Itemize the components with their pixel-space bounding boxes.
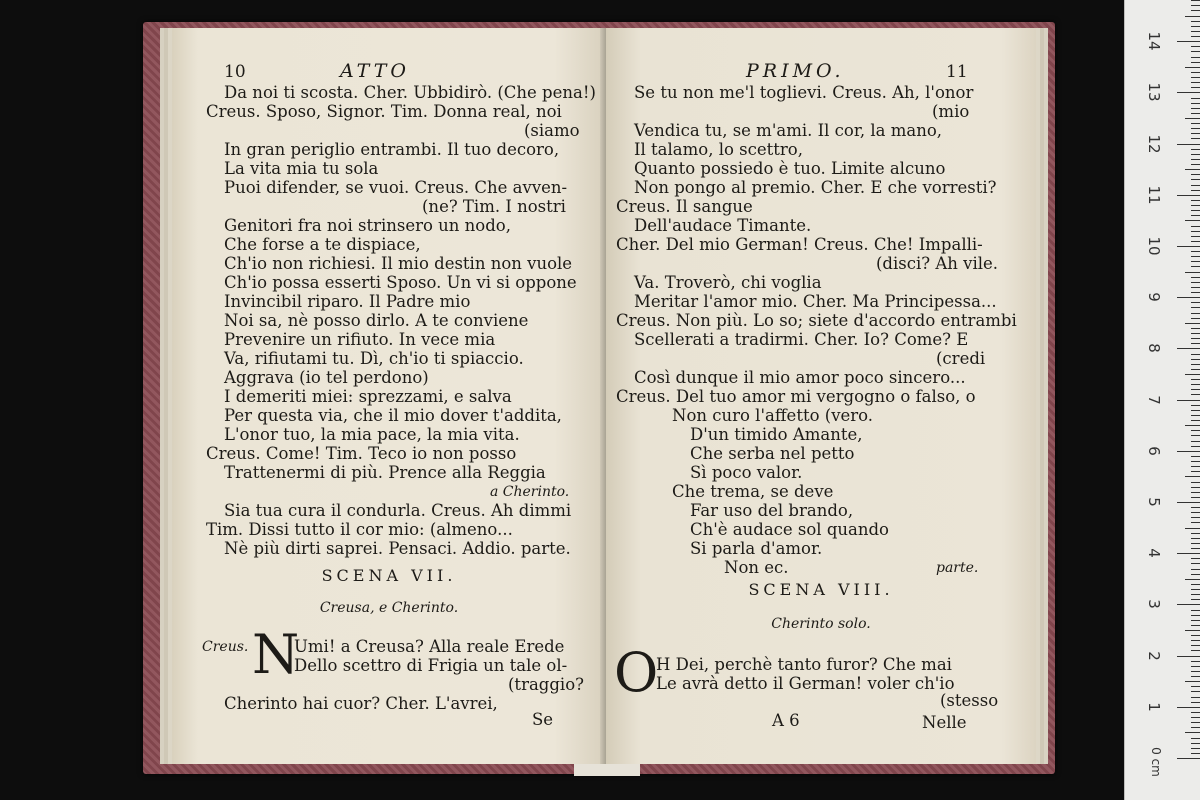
text-line: Puoi difender, se vuoi. Creus. Che avven- [224, 178, 568, 197]
ruler-tick [1191, 149, 1200, 150]
left-page [172, 28, 606, 764]
ruler-tick [1191, 610, 1200, 611]
ruler-tick [1191, 138, 1200, 139]
ruler-tick [1191, 307, 1200, 308]
text-line: H Dei, perchè tanto furor? Che mai [656, 655, 952, 674]
ruler-tick [1191, 543, 1200, 544]
text-line: Umi! a Creusa? Alla reale Erede [294, 637, 565, 656]
scene-title: SCENA VIII. [748, 580, 894, 599]
ruler-tick [1191, 456, 1200, 457]
ruler-tick [1177, 604, 1200, 605]
text-line: Meritar l'amor mio. Cher. Ma Principessa... [634, 292, 997, 311]
ruler-tick [1191, 328, 1200, 329]
ruler-tick [1191, 645, 1200, 646]
ruler-tick [1191, 589, 1200, 590]
ruler-tick [1185, 272, 1200, 273]
ruler-tick [1191, 31, 1200, 32]
ruler-tick [1191, 548, 1200, 549]
ruler-tick [1185, 425, 1200, 426]
ruler-tick [1191, 394, 1200, 395]
text-line: (siamo [524, 121, 580, 140]
ruler-tick [1191, 21, 1200, 22]
ruler-tick [1177, 707, 1200, 708]
text-line: Scellerati a tradirmi. Cher. Io? Come? E [634, 330, 969, 349]
ruler-tick [1191, 558, 1200, 559]
signature-mark: A 6 [772, 711, 800, 730]
ruler-label: 14 [1145, 31, 1163, 51]
right-page [606, 28, 1036, 764]
text-line: I demeriti miei: sprezzami, e salva [224, 387, 512, 406]
ruler-label: 11 [1145, 185, 1163, 205]
ruler-tick [1191, 287, 1200, 288]
ruler-tick [1191, 569, 1200, 570]
ruler-label: 13 [1145, 82, 1163, 102]
ruler-tick [1191, 236, 1200, 237]
text-line: Ch'è audace sol quando [690, 520, 889, 539]
text-line: Cher. Del mio German! Creus. Che! Impalli- [616, 235, 983, 254]
ruler-tick [1191, 584, 1200, 585]
ruler-tick [1191, 128, 1200, 129]
ruler-tick [1191, 164, 1200, 165]
text-line: Ch'io non richiesi. Il mio destin non vuole [224, 254, 573, 273]
ruler-tick [1191, 266, 1200, 267]
text-line: Vendica tu, se m'ami. Il cor, la mano, [634, 121, 943, 140]
ruler-tick [1191, 512, 1200, 513]
ruler-tick [1191, 620, 1200, 621]
ruler-tick [1191, 159, 1200, 160]
scene-persons: Cherinto solo. [771, 616, 871, 632]
text-line: Far uso del brando, [690, 501, 854, 520]
ruler-tick [1191, 640, 1200, 641]
drop-cap: N [252, 623, 300, 686]
ruler-tick [1191, 205, 1200, 206]
catchword: Se [532, 710, 554, 729]
ruler-tick [1185, 528, 1200, 529]
ruler-tick [1191, 522, 1200, 523]
ruler-tick [1191, 364, 1200, 365]
text-line: Si parla d'amor. [690, 539, 823, 558]
ruler-tick [1191, 666, 1200, 667]
ruler-label: 2 [1145, 650, 1163, 661]
ruler-label: 9 [1145, 292, 1163, 302]
ruler-label: 6 [1145, 446, 1163, 456]
ruler-tick [1177, 41, 1200, 42]
text-line: Creus. Il sangue [616, 197, 753, 216]
scene-persons: Creusa, e Cherinto. [319, 600, 459, 616]
ruler-tick [1177, 553, 1200, 554]
ruler-tick [1191, 256, 1200, 257]
ruler-tick [1191, 697, 1200, 698]
ruler-tick [1177, 297, 1200, 298]
text-line: Sì poco valor. [690, 463, 803, 482]
ruler-tick [1191, 379, 1200, 380]
text-line: La vita mia tu sola [224, 159, 379, 178]
ruler-tick [1177, 246, 1200, 247]
ruler-tick [1191, 0, 1200, 1]
ruler-tick [1191, 231, 1200, 232]
text-line: L'onor tuo, la mia pace, la mia vita. [224, 425, 520, 444]
ruler-tick [1191, 594, 1200, 595]
text-line: Noi sa, nè posso dirlo. A te conviene [224, 311, 529, 330]
ruler-tick [1185, 67, 1200, 68]
ruler-tick [1191, 77, 1200, 78]
text-line: Tim. Dissi tutto il cor mio: (almeno... [206, 520, 513, 539]
ruler-tick [1185, 374, 1200, 375]
text-line: Che forse a te dispiace, [224, 235, 421, 254]
speaker-label: Creus. [202, 639, 249, 655]
text-line: Così dunque il mio amor poco sincero... [634, 368, 966, 387]
ruler-tick [1191, 113, 1200, 114]
ruler-tick [1191, 753, 1200, 754]
ruler-tick [1185, 630, 1200, 631]
right-head-word: PRIMO. [746, 60, 845, 82]
ruler-tick [1191, 686, 1200, 687]
ruler-tick [1191, 98, 1200, 99]
ruler-tick [1191, 369, 1200, 370]
ruler-tick [1191, 103, 1200, 104]
ruler-tick [1191, 338, 1200, 339]
text-line: Non curo l'affetto (vero. [672, 406, 874, 425]
ruler-tick [1191, 10, 1200, 11]
spine-bottom-strip [574, 764, 640, 776]
ruler-tick [1191, 466, 1200, 467]
stage-direction: a Cherinto. [490, 484, 570, 500]
ruler-label: 4 [1145, 548, 1163, 558]
ruler-tick [1191, 574, 1200, 575]
ruler-tick [1191, 717, 1200, 718]
ruler-tick [1177, 400, 1200, 401]
ruler-tick [1191, 133, 1200, 134]
catchword: Nelle [922, 713, 967, 732]
right-page-number: 11 [946, 62, 968, 82]
ruler-tick [1177, 348, 1200, 349]
ruler-tick [1191, 415, 1200, 416]
text-line: Creus. Non più. Lo so; siete d'accordo entrambi [616, 311, 1017, 330]
ruler-label: 5 [1145, 497, 1163, 507]
ruler-tick [1191, 179, 1200, 180]
ruler-unit-label: 0 cm [1148, 747, 1163, 777]
ruler-tick [1191, 691, 1200, 692]
text-line: Creus. Sposo, Signor. Tim. Donna real, noi [206, 102, 562, 121]
ruler-tick [1191, 538, 1200, 539]
text-line: Prevenire un rifiuto. In vece mia [224, 330, 496, 349]
ruler-tick [1177, 758, 1200, 759]
ruler-label [1145, 0, 1163, 5]
ruler-tick [1191, 599, 1200, 600]
ruler-tick [1191, 635, 1200, 636]
ruler-tick [1191, 108, 1200, 109]
ruler-tick [1191, 185, 1200, 186]
text-line: (stesso [940, 691, 999, 710]
text-line: Quanto possiedo è tuo. Limite alcuno [634, 159, 946, 178]
ruler-tick [1191, 354, 1200, 355]
ruler-tick [1191, 333, 1200, 334]
text-line: Creus. Del tuo amor mi vergogno o falso, o [616, 387, 976, 406]
ruler-tick [1191, 36, 1200, 37]
ruler-tick [1191, 174, 1200, 175]
text-line: Non ec. [724, 558, 789, 577]
text-line: Il talamo, lo scettro, [634, 140, 803, 159]
ruler-tick [1177, 144, 1200, 145]
ruler-tick [1191, 241, 1200, 242]
text-line: Sia tua cura il condurla. Creus. Ah dimmi [224, 501, 572, 520]
text-line: Nè più dirti saprei. Pensaci. Addio. parte. [224, 539, 571, 558]
text-line: Da noi ti scosta. Cher. Ubbidirò. (Che pena!) [224, 83, 596, 102]
text-line: (traggio? [508, 675, 584, 694]
ruler-tick [1191, 727, 1200, 728]
ruler-tick [1191, 389, 1200, 390]
ruler-label: 1 [1145, 702, 1163, 712]
left-head-word: ATTO [340, 60, 410, 82]
ruler-tick [1191, 461, 1200, 462]
ruler-tick [1191, 435, 1200, 436]
ruler-tick [1191, 318, 1200, 319]
left-page-number: 10 [224, 62, 246, 82]
text-line: Che trema, se deve [672, 482, 834, 501]
ruler-tick [1191, 671, 1200, 672]
text-line: Aggrava (io tel perdono) [224, 368, 429, 387]
drop-cap: O [614, 641, 659, 704]
ruler-tick [1191, 497, 1200, 498]
ruler-label: 8 [1145, 343, 1163, 354]
ruler-tick [1191, 57, 1200, 58]
ruler-tick [1185, 169, 1200, 170]
ruler-tick [1177, 451, 1200, 452]
ruler-tick [1191, 446, 1200, 447]
ruler-tick [1191, 87, 1200, 88]
ruler-tick [1191, 471, 1200, 472]
ruler-label: 7 [1145, 394, 1163, 405]
ruler-tick [1191, 487, 1200, 488]
ruler-label: 3 [1145, 599, 1163, 610]
ruler-tick [1177, 502, 1200, 503]
ruler-tick [1191, 123, 1200, 124]
text-line: Se tu non me'l toglievi. Creus. Ah, l'onor [634, 83, 974, 102]
ruler-label: 12 [1145, 134, 1163, 154]
ruler-tick [1191, 676, 1200, 677]
ruler-tick [1191, 702, 1200, 703]
ruler-tick [1191, 215, 1200, 216]
ruler-tick [1191, 282, 1200, 283]
ruler-tick [1191, 292, 1200, 293]
ruler-tick [1191, 226, 1200, 227]
text-line: Creus. Come! Tim. Teco io non posso [206, 444, 517, 463]
text-line: (disci? Ah vile. [876, 254, 999, 273]
measurement-ruler [1124, 0, 1200, 800]
ruler-tick [1191, 743, 1200, 744]
ruler-tick [1191, 712, 1200, 713]
text-line: Che serba nel petto [690, 444, 855, 463]
text-line: Invincibil riparo. Il Padre mio [224, 292, 471, 311]
ruler-tick [1185, 681, 1200, 682]
ruler-tick [1191, 420, 1200, 421]
ruler-tick [1191, 410, 1200, 411]
text-line: Ch'io possa esserti Sposo. Un vi si oppone [224, 273, 577, 292]
text-line: Cherinto hai cuor? Cher. L'avrei, [224, 694, 498, 713]
text-line: Dello scettro di Frigia un tale ol- [294, 656, 568, 675]
ruler-tick [1191, 517, 1200, 518]
ruler-tick [1191, 200, 1200, 201]
text-line: Le avrà detto il German! voler ch'io [656, 674, 955, 693]
text-line: Trattenermi di più. Prence alla Reggia [224, 463, 546, 482]
ruler-tick [1191, 405, 1200, 406]
text-line: (mio [932, 102, 970, 121]
ruler-tick [1191, 82, 1200, 83]
ruler-tick [1185, 118, 1200, 119]
ruler-tick [1191, 26, 1200, 27]
text-line: (credi [936, 349, 986, 368]
ruler-tick [1191, 661, 1200, 662]
ruler-tick [1191, 62, 1200, 63]
text-line: Genitori fra noi strinsero un nodo, [224, 216, 511, 235]
ruler-tick [1191, 313, 1200, 314]
ruler-tick [1191, 251, 1200, 252]
ruler-tick [1185, 220, 1200, 221]
ruler-tick [1191, 615, 1200, 616]
ruler-tick [1191, 430, 1200, 431]
ruler-tick [1191, 261, 1200, 262]
ruler-tick [1191, 482, 1200, 483]
ruler-tick [1177, 195, 1200, 196]
ruler-tick [1191, 625, 1200, 626]
ruler-tick [1191, 5, 1200, 6]
text-line: Non pongo al premio. Cher. E che vorresti? [634, 178, 997, 197]
scene-title: SCENA VII. [321, 566, 457, 585]
ruler-tick [1191, 277, 1200, 278]
ruler-tick [1191, 51, 1200, 52]
text-line: (ne? Tim. I nostri [422, 197, 566, 216]
ruler-tick [1191, 533, 1200, 534]
text-line: In gran periglio entrambi. Il tuo decoro, [224, 140, 560, 159]
text-line: Per questa via, che il mio dover t'addita, [224, 406, 562, 425]
ruler-tick [1191, 492, 1200, 493]
ruler-tick [1191, 384, 1200, 385]
ruler-tick [1185, 16, 1200, 17]
ruler-tick [1191, 650, 1200, 651]
text-line: Va. Troverò, chi voglia [634, 273, 822, 292]
ruler-tick [1177, 92, 1200, 93]
ruler-tick [1185, 579, 1200, 580]
ruler-tick [1191, 343, 1200, 344]
ruler-tick [1185, 323, 1200, 324]
ruler-tick [1191, 359, 1200, 360]
ruler-tick [1191, 722, 1200, 723]
ruler-tick [1191, 748, 1200, 749]
stage-direction: parte. [936, 560, 979, 576]
ruler-tick [1191, 507, 1200, 508]
ruler-label: 10 [1145, 236, 1163, 256]
ruler-tick [1191, 46, 1200, 47]
ruler-tick [1191, 154, 1200, 155]
ruler-tick [1191, 563, 1200, 564]
ruler-tick [1191, 210, 1200, 211]
ruler-tick [1191, 72, 1200, 73]
ruler-tick [1177, 656, 1200, 657]
text-line: Dell'audace Timante. [634, 216, 812, 235]
ruler-tick [1185, 732, 1200, 733]
ruler-tick [1185, 476, 1200, 477]
text-line: D'un timido Amante, [690, 425, 863, 444]
ruler-tick [1191, 302, 1200, 303]
ruler-tick [1191, 441, 1200, 442]
ruler-tick [1191, 738, 1200, 739]
text-line: Va, rifiutami tu. Dì, ch'io ti spiaccio. [224, 349, 524, 368]
ruler-tick [1191, 190, 1200, 191]
